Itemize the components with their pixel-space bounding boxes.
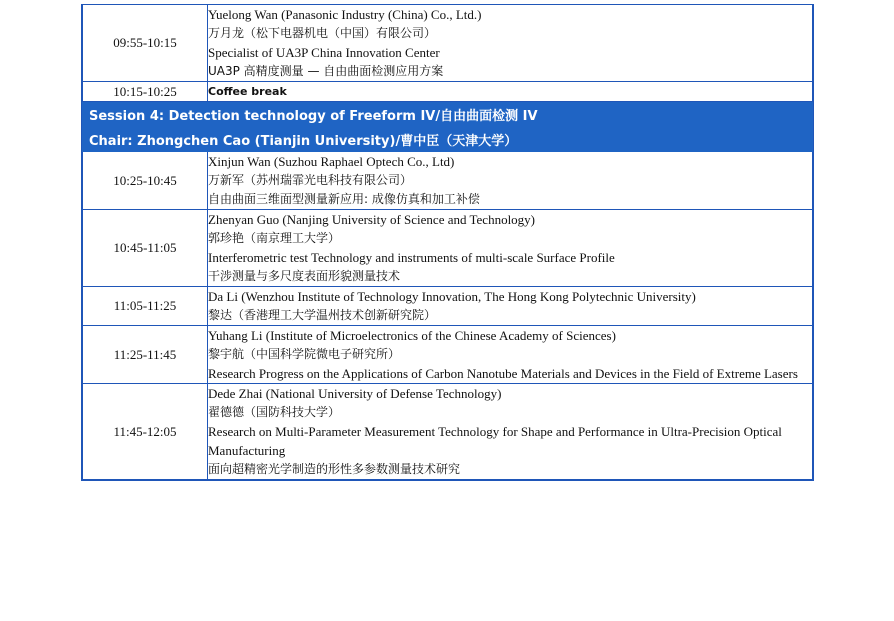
english-line: Xinjun Wan (Suzhou Raphael Optech Co., Ltd) bbox=[208, 154, 455, 169]
talk-details bbox=[208, 82, 813, 102]
english-line: Specialist of UA3P China Innovation Center bbox=[208, 45, 440, 60]
time-slot: 11:45-12:05 bbox=[83, 384, 208, 480]
talk-details bbox=[208, 326, 813, 384]
chinese-line: 万新军（苏州瑞霏光电科技有限公司） bbox=[208, 173, 413, 187]
chinese-line: 万月龙（松下电器机电（中国）有限公司） bbox=[208, 26, 437, 40]
session-chair-row bbox=[83, 127, 813, 152]
talk-row bbox=[83, 5, 813, 82]
talk-details bbox=[208, 287, 813, 326]
talk-row bbox=[83, 287, 813, 326]
chinese-line: 翟德德（国防科技大学） bbox=[208, 405, 341, 419]
time-slot: 10:25-10:45 bbox=[83, 152, 208, 210]
english-line: Zhenyan Guo (Nanjing University of Science and Technology) bbox=[208, 212, 536, 227]
talk-details bbox=[208, 210, 813, 287]
time-slot: 09:55-10:15 bbox=[83, 5, 208, 82]
session-title-row bbox=[83, 102, 813, 127]
time-slot: 11:05-11:25 bbox=[83, 287, 208, 326]
english-line: Da Li (Wenzhou Institute of Technology Innovation, The Hong Kong Polytechnic University) bbox=[208, 289, 696, 304]
chinese-line: 黎宇航（中国科学院微电子研究所） bbox=[208, 347, 401, 361]
talk-details bbox=[208, 5, 813, 82]
english-line: Yuhang Li (Institute of Microelectronics of the Chinese Academy of Sciences) bbox=[208, 328, 616, 343]
chinese-line: 干涉测量与多尺度表面形貌测量技术 bbox=[208, 269, 401, 283]
talk-row bbox=[83, 384, 813, 480]
chinese-line: 自由曲面三维面型测量新应用: 成像仿真和加工补偿 bbox=[208, 192, 480, 206]
time-slot: 11:25-11:45 bbox=[83, 326, 208, 384]
talk-row bbox=[83, 152, 813, 210]
schedule-table bbox=[82, 4, 813, 480]
time-slot: 10:15-10:25 bbox=[83, 82, 208, 102]
session-chair: Chair: Zhongchen Cao (Tianjin University)/曹中臣（天津大学） bbox=[83, 127, 813, 152]
talk-details bbox=[208, 152, 813, 210]
chinese-line: 黎达（香港理工大学温州技术创新研究院） bbox=[208, 308, 437, 322]
english-line: Dede Zhai (National University of Defense Technology) bbox=[208, 386, 502, 401]
program-schedule bbox=[81, 4, 814, 481]
english-line: Yuelong Wan (Panasonic Industry (China) Co., Ltd.) bbox=[208, 7, 482, 22]
chinese-line: UA3P 高精度测量 — 自由曲面检测应用方案 bbox=[208, 64, 444, 78]
english-line: Interferometric test Technology and instruments of multi-scale Surface Profile bbox=[208, 250, 615, 265]
talk-row bbox=[83, 326, 813, 384]
english-line: Research Progress on the Applications of Carbon Nanotube Materials and Devices in the Field of Extreme Lasers bbox=[208, 366, 798, 381]
time-slot: 10:45-11:05 bbox=[83, 210, 208, 287]
chinese-line: 面向超精密光学制造的形性多参数测量技术研究 bbox=[208, 462, 461, 476]
talk-row bbox=[83, 82, 813, 102]
chinese-line: 郭珍艳（南京理工大学） bbox=[208, 231, 341, 245]
talk-row bbox=[83, 210, 813, 287]
english-line: Research on Multi-Parameter Measurement Technology for Shape and Performance in Ultra-Precision Optical Manufacturing bbox=[208, 424, 782, 458]
talk-details bbox=[208, 384, 813, 480]
session-title: Session 4: Detection technology of Freeform IV/自由曲面检测 IV bbox=[83, 102, 813, 127]
break-label: Coffee break bbox=[208, 85, 287, 98]
